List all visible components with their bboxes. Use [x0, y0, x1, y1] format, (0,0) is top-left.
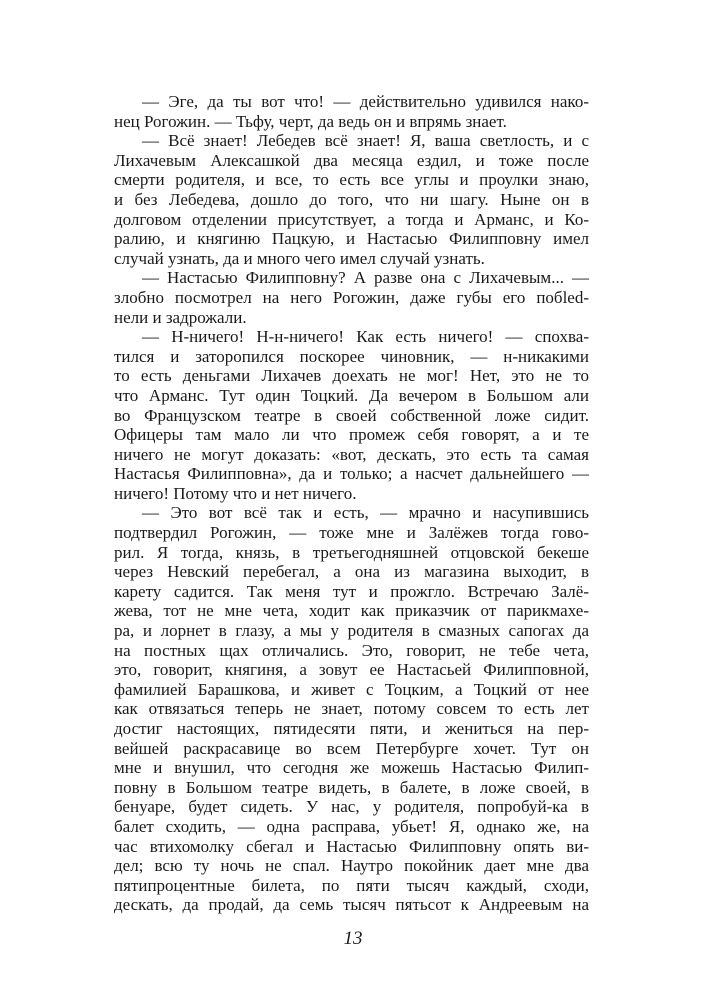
text-line: подтвердил Рогожин, — тоже мне и Залёжев тогда гово- — [114, 523, 589, 543]
text-line: то есть деньгами Лихачев доехать не мог! Нет, это не то — [114, 366, 589, 386]
text-line: ничего не могут доказать: «вот, дескать, это есть та самая — [114, 444, 589, 464]
text-line: пятипроцентные билета, по пяти тысяч каждый, сходи, — [114, 875, 589, 895]
text-line: тился и заторопился поскорее чиновник, — н-никакими — [114, 346, 589, 366]
book-page-text — [114, 92, 589, 915]
text-line: ра, и лорнет в глазу, а мы у родителя в смазных сапогах да — [114, 621, 589, 641]
text-line: Настасья Филипповна», да и только; а насчет дальнейшего — — [114, 464, 589, 484]
text-line: во Французском театре в своей собственной ложе сидит. — [114, 405, 589, 425]
text-line: что Арманс. Тут один Тоцкий. Да вечером в Большом али — [114, 385, 589, 405]
page-number: 13 — [343, 928, 363, 949]
text-line: на постных щах отличались. Это, говорит, не тебе чета, — [114, 640, 589, 660]
text-line: дел; всю ту ночь не спал. Наутро покойник дает мне два — [114, 856, 589, 876]
text-line: через Невский перебегал, а она из магазина выходит, в — [114, 562, 589, 582]
text-line: долговом отделении присутствует, а тогда и Арманс, и Ко- — [114, 209, 589, 229]
text-line: — Н-ничего! Н-н-ничего! Как есть ничего! — спохва- — [142, 327, 589, 347]
text-line: мне и внушил, что сегодня же можешь Настасью Филип- — [114, 758, 589, 778]
text-line: рил. Я тогда, князь, в третьегодняшней отцовской бекеше — [114, 542, 589, 562]
text-line: — Всё знает! Лебедев всё знает! Я, ваша светлость, и с — [142, 131, 589, 151]
text-line: достиг настоящих, пятидесяти пяти, и жениться на пер- — [114, 719, 589, 738]
text-line: ралию, и княгиню Пацкую, и Настасью Филипповну имел — [114, 229, 589, 249]
text-line: ничего! Потому что и нет ничего. — [114, 483, 357, 503]
text-line: смерти родителя, и все, то есть все углы и проулки знаю, — [114, 170, 589, 190]
text-line: фамилией Барашкова, и живет с Тоцким, а Тоцкий от нее — [114, 679, 589, 699]
text-line: — Это вот всё так и есть, — мрачно и насупившись — [142, 503, 589, 523]
text-line: и без Лебедева, дошло до того, что ни шагу. Ныне он в — [114, 189, 589, 209]
text-line: бенуаре, будет сидеть. У нас, у родителя, попробуй-ка в — [114, 797, 589, 817]
text-line: случай узнать, да и много чего имел случай узнать. — [114, 248, 485, 268]
text-line: — Настасью Филипповну? А разве она с Лихачевым... — — [142, 268, 589, 288]
text-line: Лихачевым Алексашкой два месяца ездил, и тоже после — [114, 150, 589, 170]
text-line: — Эге, да ты вот что! — действительно удивился нако- — [142, 92, 589, 111]
text-line: жева, тот не мне чета, ходит как приказчик от парикмахе- — [114, 601, 589, 621]
text-line: нец Рогожин. — Тьфу, черт, да ведь он и впрямь знает. — [114, 111, 507, 131]
text-line: повну в Большом театре видеть, в балете, в ложе своей, в — [114, 777, 589, 797]
text-line: Офицеры там мало ли что промеж себя говорят, а и те — [114, 425, 589, 445]
text-line: нели и задрожали. — [114, 307, 247, 327]
text-line: дескать, да продай, да семь тысяч пятьсот к Андреевым на — [114, 895, 589, 915]
text-line: вейшей раскрасавице во всем Петербурге хочет. Тут он — [114, 738, 589, 758]
text-line: час втихомолку сбегал и Настасью Филипповну опять ви- — [114, 836, 589, 856]
text-line: злобно посмотрел на него Рогожин, даже губы его побled- — [114, 287, 589, 307]
text-line: как отвязаться теперь не знает, потому совсем то есть лет — [114, 699, 589, 719]
text-line: карету садится. Так меня тут и прожгло. Встречаю Залё- — [114, 581, 589, 601]
text-line: балет сходить, — одна расправа, убьет! Я, однако же, на — [114, 816, 589, 836]
text-line: это, говорит, княгиня, а зовут ее Настасьей Филипповной, — [114, 660, 589, 680]
